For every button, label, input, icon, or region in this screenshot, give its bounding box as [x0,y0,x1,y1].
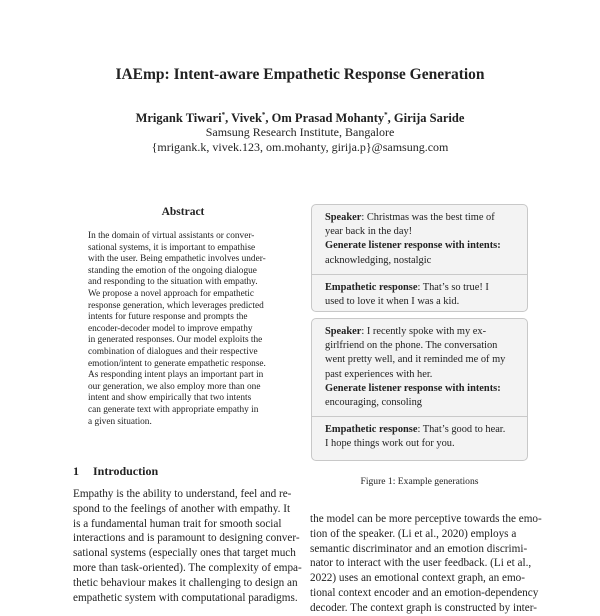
section-number: 1 [73,464,79,478]
abstract-heading: Abstract [161,206,205,218]
abstract-line: combination of dialogues and their respective [88,346,258,357]
author-emails: {mrigank.k, vivek.123, om.mohanty, girija.p}@samsung.com [151,140,449,154]
author-name: Girija Saride [393,111,465,126]
figure-caption: Figure 1: Example generations [360,476,479,487]
abstract-line: our generation, we also employ more than one [88,381,261,392]
abstract-line: emotion/intent to generate empathetic response. [88,358,266,369]
section-heading-introduction [73,464,158,479]
example-box-1 [311,204,528,312]
example-box-2 [311,318,528,461]
intro-line: more than task-oriented). The complexity of empa- [73,561,302,574]
speaker-utterance: Speaker: Christmas was the best time of year back in the day! Generate listener response with intents: acknowledging, nostalgic [325,211,519,268]
abstract-line: sational systems, it is important to empathise [88,242,256,253]
abstract-line: encoder-decoder model to improve empathy [88,323,253,334]
abstract-body [88,231,286,428]
speaker-label: Speaker [325,212,362,223]
intro-line: interactions and is paramount to designing conver- [73,532,300,545]
author-name: Om Prasad Mohanty [271,111,385,126]
section-title: Introduction [93,464,159,478]
intro-line: is a fundamental human trait for smooth social [73,517,282,530]
response-text-line: used to love it when I was a kid. [325,296,460,308]
abstract-line: intents for future response and prompts the [88,312,248,323]
response-text-line: : That’s so true! I [417,281,489,293]
speaker-utterance: Speaker: I recently spoke with my ex- girlfriend on the phone. The conversation went pretty well, and it reminded me of my past experiences with her. Generate listener response with intents: encouraging, consoling [325,325,519,410]
abstract-line: standing the emotion of the ongoing dialogue [88,265,257,276]
speaker-text-line: past experiences with her. [325,368,433,380]
instruction-label: Generate listener response with intents [325,382,498,394]
abstract-line: In the domain of virtual assistants or conver- [88,231,255,241]
paper-title: IAEmp: Intent-aware Empathetic Response Generation [115,66,485,83]
abstract-line: in generated responses. Our model exploits the [88,335,263,346]
speaker-text-line: girlfriend on the phone. The conversation [325,340,498,352]
body-line: tion of the speaker. (Li et al., 2020) employs a [310,527,517,540]
abstract-line: can generate text with appropriate empathy in [88,404,259,415]
intro-line: spond to the feelings of another with empathy. It [73,502,291,515]
abstract-line: and responding to the situation with empathy. [88,277,258,288]
box-divider [312,416,527,417]
author-mark: * [384,111,388,119]
empathetic-response [325,423,519,451]
intro-line: sational systems (especially ones that target much [73,547,296,560]
body-line: 2022) uses an emotional context graph, an emo- [310,572,525,585]
abstract-line: response generation, which leverages predicted [88,300,264,311]
abstract-line: a given situation. [88,416,152,427]
intro-line: Empathy is the ability to understand, feel and re- [73,488,292,500]
speaker-text-line: : I recently spoke with my ex- [361,326,487,337]
author-name: Vivek [231,111,262,126]
intent-list: encouraging, consoling [325,397,422,409]
body-line: semantic discriminator and an emotion discrimi- [310,542,528,555]
body-line: nator to interact with the user feedback. (Li et al., [310,557,532,570]
speaker-text-line: went pretty well, and it reminded me of my [325,354,506,366]
empathetic-response [325,281,519,309]
intro-line: empathetic system with computational paradigms. [73,591,298,604]
body-line: the model can be more perceptive towards the emo- [310,513,542,525]
intent-list: acknowledging, nostalgic [325,254,432,266]
speaker-text-line: year back in the day! [325,226,413,238]
introduction-body [73,487,302,605]
abstract-line: We propose a novel approach for empathetic [88,288,255,299]
abstract-line: intent and show empirically that two intents [88,393,252,404]
body-line: tional context encoder and an emotion-dependency [310,586,539,599]
body-line: decoder. The context graph is constructed by inter- [310,601,537,614]
abstract-line: As responding intent plays an important part in [88,370,264,381]
author-name: Mrigank Tiwari [135,111,222,126]
right-column-body [310,512,542,616]
response-text-line: : That’s good to hear. [417,424,506,436]
affiliation: Samsung Research Institute, Bangalore [205,125,395,139]
speaker-label: Speaker [325,326,362,337]
response-label: Empathetic response [325,424,418,436]
author-mark: * [221,111,226,119]
intro-line: thetic behaviour makes it challenging to design an [73,576,298,589]
author-list: Mrigank Tiwari*, Vivek*, Om Prasad Mohanty*, Girija Saride [135,111,465,126]
speaker-text-line: : Christmas was the best time of [361,212,495,223]
box-divider [312,274,527,275]
instruction-label: Generate listener response with intents [325,240,498,252]
abstract-line: with the user. Being empathetic involves under- [88,254,266,265]
author-mark: * [261,111,266,119]
response-text-line: I hope things work out for you. [325,438,455,450]
response-label: Empathetic response [325,281,418,293]
